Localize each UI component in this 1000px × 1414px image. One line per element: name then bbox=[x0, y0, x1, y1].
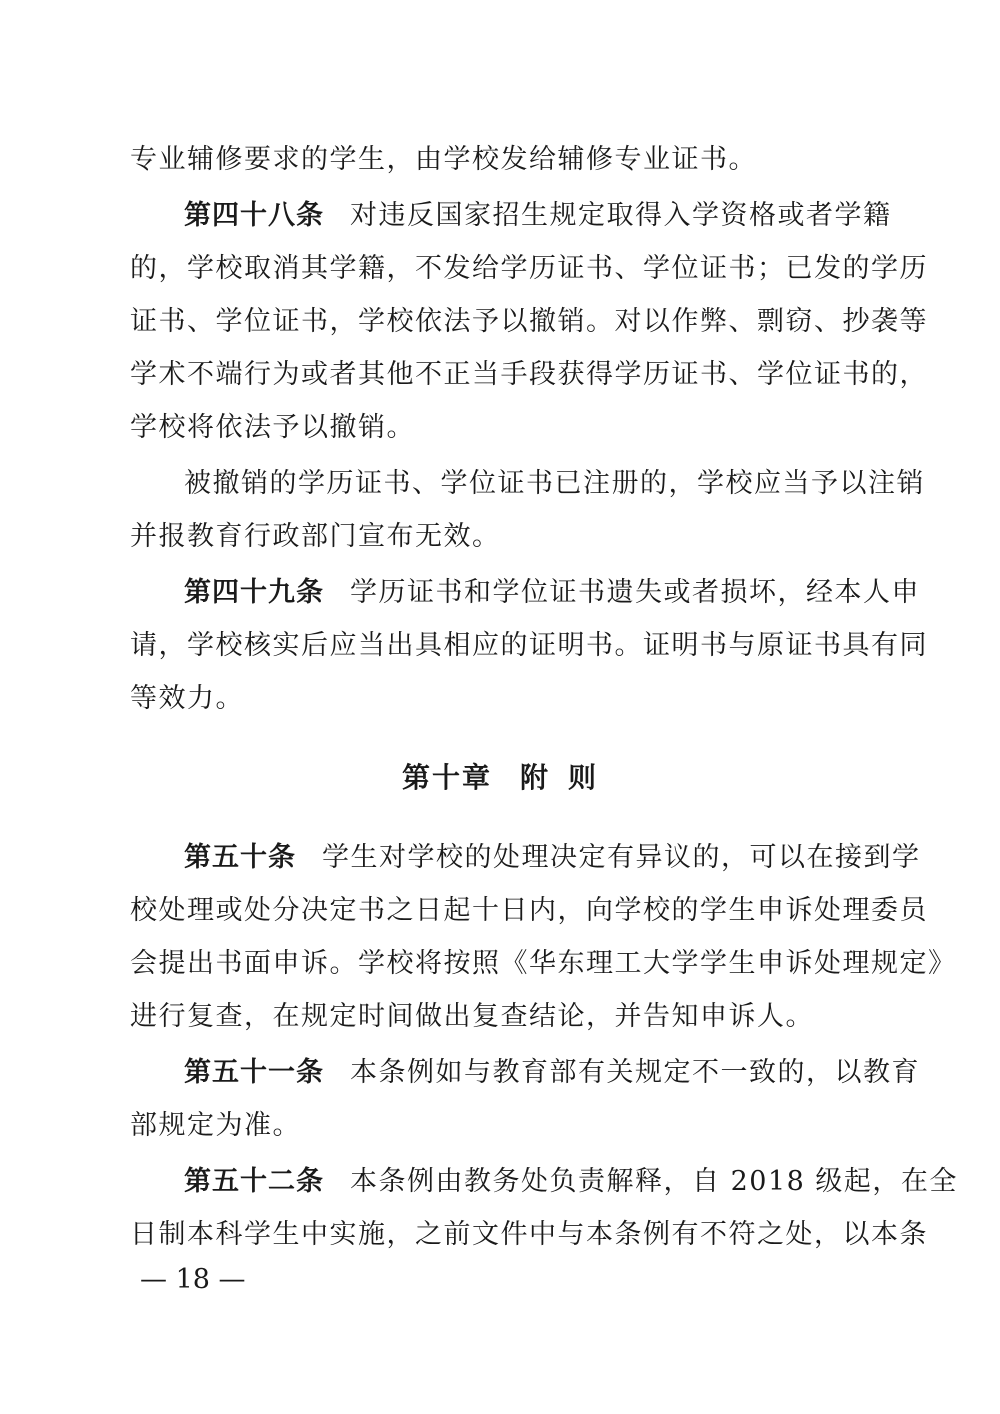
article-48-line-5: 学校将依法予以撤销。 bbox=[130, 412, 415, 443]
article-50-text: 学生对学校的处理决定有异议的，可以在接到学 bbox=[322, 842, 921, 873]
article-52-line-2: 日制本科学生中实施，之前文件中与本条例有不符之处，以本条 bbox=[130, 1219, 928, 1250]
article-48-line-3: 证书、学位证书，学校依法予以撤销。对以作弊、剽窃、抄袭等 bbox=[130, 306, 928, 337]
article-49-text: 学历证书和学位证书遗失或者损坏，经本人申 bbox=[350, 577, 920, 608]
chapter-title-a: 附 bbox=[519, 761, 550, 794]
page-number: — 18 — bbox=[140, 1264, 246, 1295]
article-48-line-2: 的，学校取消其学籍，不发给学历证书、学位证书；已发的学历 bbox=[130, 253, 928, 284]
article-48b-line-2: 并报教育行政部门宣布无效。 bbox=[130, 521, 501, 552]
chapter-title-b: 则 bbox=[568, 761, 599, 794]
article-50-number: 第五十条 bbox=[184, 842, 296, 873]
article-49-line-2: 请，学校核实后应当出具相应的证明书。证明书与原证书具有同 bbox=[130, 630, 928, 661]
article-51-line-2: 部规定为准。 bbox=[130, 1110, 301, 1141]
article-50-line-1 bbox=[184, 840, 921, 876]
article-48-text: 对违反国家招生规定取得入学资格或者学籍 bbox=[350, 200, 892, 231]
paragraph-continuation-line: 专业辅修要求的学生，由学校发给辅修专业证书。 bbox=[130, 144, 757, 175]
article-50-line-2: 校处理或处分决定书之日起十日内，向学校的学生申诉处理委员 bbox=[130, 895, 928, 926]
article-51-line-1 bbox=[184, 1055, 920, 1091]
article-49-number: 第四十九条 bbox=[184, 577, 324, 608]
article-51-text: 本条例如与教育部有关规定不一致的，以教育 bbox=[350, 1057, 920, 1088]
article-52-number: 第五十二条 bbox=[184, 1166, 324, 1197]
article-48-line-1 bbox=[184, 198, 892, 234]
article-48-number: 第四十八条 bbox=[184, 200, 324, 231]
article-50-line-4: 进行复查，在规定时间做出复查结论，并告知申诉人。 bbox=[130, 1001, 814, 1032]
article-49-line-1 bbox=[184, 575, 920, 611]
chapter-number: 第十章 bbox=[401, 761, 492, 794]
article-49-line-3: 等效力。 bbox=[130, 683, 244, 714]
article-52-line-1 bbox=[184, 1164, 958, 1200]
article-50-line-3: 会提出书面申诉。学校将按照《华东理工大学学生申诉处理规定》 bbox=[130, 948, 957, 979]
article-51-number: 第五十一条 bbox=[184, 1057, 324, 1088]
chapter-heading bbox=[0, 760, 1000, 796]
article-48b-line-1: 被撤销的学历证书、学位证书已注册的，学校应当予以注销 bbox=[184, 468, 925, 499]
article-52-text: 本条例由教务处负责解释，自 2018 级起，在全 bbox=[350, 1166, 958, 1197]
article-48-line-4: 学术不端行为或者其他不正当手段获得学历证书、学位证书的， bbox=[130, 359, 928, 390]
